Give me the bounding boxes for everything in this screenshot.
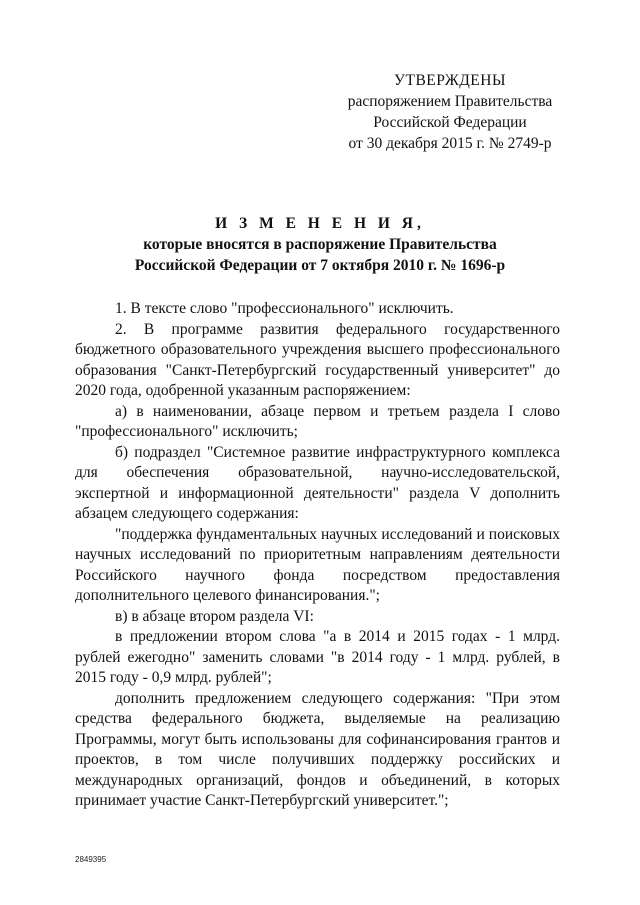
- paragraph-subitem-b: б) подраздел "Системное развитие инфраструктурного комплекса для обеспечения образовательной, научно-исследовательской, экспертной и информационной деятельности" раздела V дополнить абзацем следующего содержания:: [75, 443, 560, 522]
- document-subtitle-line: Российской Федерации от 7 октября 2010 г. № 1696-р: [134, 257, 506, 274]
- paragraph-subitem-v: в) в абзаце втором раздела VI:: [115, 607, 314, 625]
- approval-title: УТВЕРЖДЕНЫ: [394, 72, 506, 89]
- paragraph-item-2: 2. В программе развития федерального государственного бюджетного образовательного учреждения высшего профессионального образования "Санкт-Петербургский государственный университет" до 2020 года, одобренной указанным распоряжением:: [75, 320, 560, 399]
- paragraph-quoted-addition: "поддержка фундаментальных научных исследований и поисковых научных исследований по приоритетным направлениям деятельности Российского научного фонда посредством предоставления дополнительного целевого финансирования.";: [75, 525, 560, 604]
- approval-line: Российской Федерации: [373, 114, 527, 131]
- document-code: 2849395: [75, 855, 107, 864]
- paragraph-item-1: 1. В тексте слово "профессионального" исключить.: [115, 300, 454, 317]
- document-subtitle-line: которые вносятся в распоряжение Правительства: [143, 236, 497, 253]
- paragraph-addition: дополнить предложением следующего содержания: "При этом средства федерального бюджета, выделяемые на реализацию Программы, могут быть использованы для софинансирования грантов и проектов, в том числе получивших поддержку российских и международных организаций, фондов и объединений, в которых принимает участие Санкт-Петербургский университет.";: [75, 689, 560, 809]
- document-heading: [70, 213, 570, 276]
- approval-line: от 30 декабря 2015 г. № 2749-р: [348, 135, 552, 152]
- approval-stamp: [330, 70, 570, 154]
- document-title: И З М Е Н Е Н И Я,: [215, 215, 425, 232]
- paragraph-replacement: в предложении втором слова "а в 2014 и 2015 годах - 1 млрд. рублей ежегодно" заменить словами "в 2014 году - 1 млрд. рублей, в 2015 году - 0,9 млрд. рублей";: [75, 628, 560, 686]
- document-body: [75, 299, 560, 812]
- approval-line: распоряжением Правительства: [347, 93, 553, 110]
- paragraph-subitem-a: а) в наименовании, абзаце первом и третьем раздела I слово "профессионального" исключить;: [75, 402, 560, 440]
